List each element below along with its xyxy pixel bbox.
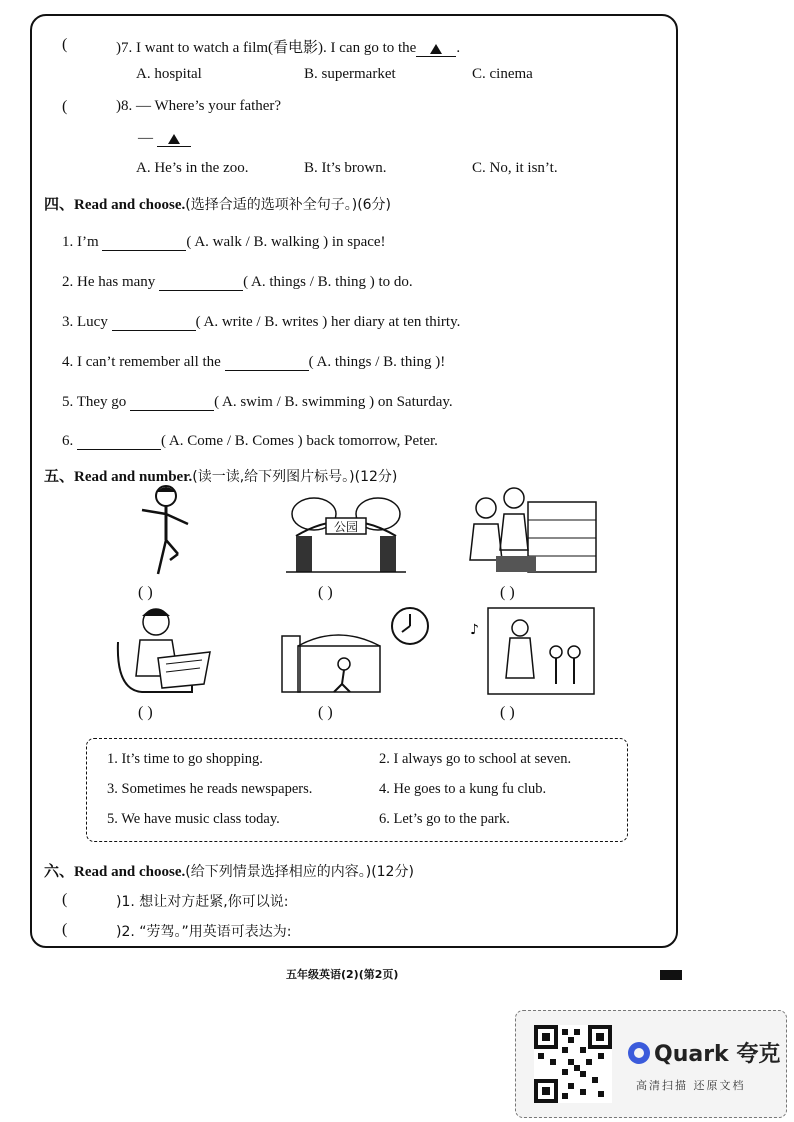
picture-5-number: ( ) <box>318 704 333 721</box>
answer-blank[interactable] <box>102 236 186 251</box>
registration-mark <box>660 970 682 980</box>
picture-1-number: ( ) <box>138 584 153 601</box>
q7-option-b: B. supermarket <box>304 66 396 82</box>
s6-question-2: )2. “劳驾。”用英语可表达为: <box>116 924 292 940</box>
question-8: )8. — Where’s your father? <box>116 98 282 114</box>
box-sentence-6: 6. Let’s go to the park. <box>379 811 510 827</box>
section-4-title: 四、Read and choose.(选择合适的选项补全句子。)(6分) <box>44 197 392 213</box>
s4-sentence-6: 6. ( A. Come / B. Comes ) back tomorrow, Peter. <box>62 433 438 449</box>
box-sentence-3: 3. Sometimes he reads newspapers. <box>107 781 313 797</box>
qr-code-icon <box>534 1025 612 1103</box>
park-sign-text: 公园 <box>333 520 359 534</box>
answer-blank[interactable] <box>130 396 214 411</box>
box-sentence-4: 4. He goes to a kung fu club. <box>379 781 547 797</box>
answer-blank[interactable] <box>77 435 161 450</box>
q7-option-a: A. hospital <box>136 66 202 82</box>
answer-paren: ( <box>62 98 68 115</box>
box-sentence-1: 1. It’s time to go shopping. <box>107 751 263 767</box>
answer-blank[interactable] <box>225 356 309 371</box>
answer-blank[interactable] <box>112 316 196 331</box>
triangle-icon <box>430 44 442 54</box>
answer-paren: ( <box>62 921 68 938</box>
box-sentence-2: 2. I always go to school at seven. <box>379 751 572 767</box>
triangle-icon <box>168 134 180 144</box>
q8-answer-line: — <box>138 130 191 147</box>
question-7: )7. I want to watch a film(看电影). I can go to the . <box>116 40 461 56</box>
school-gate-clock-picture <box>278 606 434 696</box>
q7-option-c: C. cinema <box>472 66 533 82</box>
picture-6-number: ( ) <box>500 704 515 721</box>
s4-sentence-5: 5. They go ( A. swim / B. swimming ) on Saturday. <box>62 394 453 410</box>
park-gate-picture <box>286 492 406 574</box>
quark-logo-icon <box>628 1042 650 1064</box>
quark-brand: Quark 夸克 <box>628 1037 780 1068</box>
q8-option-b: B. It’s brown. <box>304 160 387 176</box>
sentence-box <box>86 738 628 842</box>
s4-sentence-1: 1. I’m ( A. walk / B. walking ) in space! <box>62 234 386 250</box>
s4-sentence-4: 4. I can’t remember all the ( A. things / B. thing )! <box>62 354 446 370</box>
page-footer: 五年级英语(2)(第2页) <box>286 968 399 981</box>
shopping-picture <box>466 484 598 576</box>
svg-text:♪: ♪ <box>470 622 479 638</box>
quark-watermark <box>515 1010 787 1118</box>
answer-paren: ( <box>62 36 68 53</box>
q8-option-c: C. No, it isn’t. <box>472 160 558 176</box>
section-5-title: 五、Read and number.(读一读,给下列图片标号。)(12分) <box>44 469 398 485</box>
s4-sentence-2: 2. He has many ( A. things / B. thing ) to do. <box>62 274 413 290</box>
answer-blank[interactable] <box>159 276 243 291</box>
picture-2-number: ( ) <box>318 584 333 601</box>
newspaper-reader-picture <box>112 602 212 696</box>
music-class-picture <box>466 604 596 696</box>
picture-3-number: ( ) <box>500 584 515 601</box>
q8-option-a: A. He’s in the zoo. <box>136 160 249 176</box>
picture-4-number: ( ) <box>138 704 153 721</box>
kung-fu-boy-picture <box>130 480 200 580</box>
section-6-title: 六、Read and choose.(给下列情景选择相应的内容。)(12分) <box>44 864 414 880</box>
quark-tagline: 高清扫描 还原文档 <box>636 1079 746 1092</box>
answer-paren: ( <box>62 891 68 908</box>
s6-question-1: )1. 想让对方赶紧,你可以说: <box>116 894 289 910</box>
box-sentence-5: 5. We have music class today. <box>107 811 280 827</box>
s4-sentence-3: 3. Lucy ( A. write / B. writes ) her diary at ten thirty. <box>62 314 461 330</box>
